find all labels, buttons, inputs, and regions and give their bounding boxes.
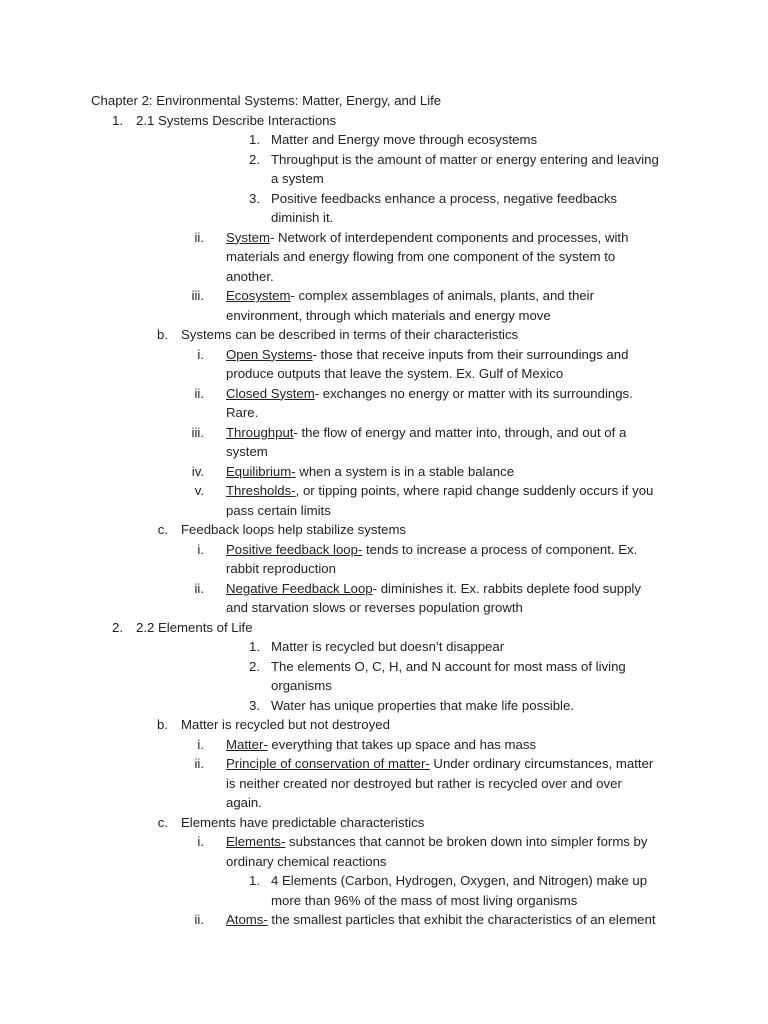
outline-item: [0, 345, 768, 365]
item-continuation: [0, 774, 768, 794]
definition-text: materials and energy flowing from one component of the system to: [226, 249, 616, 264]
definition-text: another.: [226, 268, 274, 284]
item-continuation: [0, 403, 768, 423]
defined-term: Principle of conservation of matter-: [226, 756, 430, 771]
item-text: Throughput is the amount of matter or energy entering and leaving: [271, 151, 659, 167]
item-text: Matter is recycled but doesn’t disappear: [271, 639, 505, 654]
list-marker: b.: [157, 327, 168, 342]
item-text: Systems can be described in terms of their characteristics: [181, 327, 519, 342]
outline-item: [0, 325, 768, 345]
list-marker: 2.: [249, 151, 260, 167]
item-text: 2.1 Systems Describe Interactions: [136, 112, 337, 128]
defined-term: Elements-: [226, 834, 286, 849]
list-marker: b.: [157, 717, 168, 732]
item-continuation: [0, 169, 768, 189]
list-marker: c.: [157, 814, 168, 830]
list-marker: iii.: [191, 288, 204, 303]
definition: [226, 735, 536, 755]
outline-item: [0, 657, 768, 677]
definition-text: produce outputs that leave the system. Ex. Gulf of Mexico: [226, 366, 564, 381]
item-text: The elements O, C, H, and N account for most mass of living: [271, 658, 626, 674]
list-marker: iv.: [191, 463, 204, 479]
list-marker: i.: [197, 834, 204, 849]
item-text: Water has unique properties that make life possible.: [271, 697, 574, 713]
list-marker: c.: [157, 522, 168, 537]
outline-item: [0, 189, 768, 209]
outline-item: [0, 384, 768, 404]
item-text: 2.2 Elements of Life: [136, 619, 253, 635]
definition-text: the smallest particles that exhibit the characteristics of an element: [267, 912, 656, 927]
item-continuation: [0, 559, 768, 579]
item-continuation: [0, 852, 768, 872]
definition: [226, 423, 626, 443]
defined-term: Ecosystem: [226, 288, 291, 303]
definition-text: environment, through which materials and energy move: [226, 307, 551, 323]
definition: [226, 462, 514, 482]
definition-text: Rare.: [226, 405, 259, 420]
definition: [226, 832, 648, 852]
definition-text: - diminishes it. Ex. rabbits deplete food supply: [372, 580, 641, 596]
definition-text: Under ordinary circumstances, matter: [429, 756, 654, 771]
list-marker: i.: [197, 736, 204, 752]
outline-item: [0, 910, 768, 930]
item-continuation: [0, 793, 768, 813]
defined-term: Equilibrium-: [226, 463, 296, 479]
item-continuation: [0, 364, 768, 384]
item-continuation: [0, 598, 768, 618]
item-text: Feedback loops help stabilize systems: [181, 522, 407, 537]
definition-text: and starvation slows or reverses population growth: [226, 600, 523, 615]
defined-term: System: [226, 229, 270, 245]
list-marker: ii.: [194, 229, 204, 245]
outline-item: [0, 150, 768, 170]
definition: [226, 481, 653, 501]
item-continuation: [0, 501, 768, 521]
definition-text: again.: [226, 795, 262, 810]
definition-text: , or tipping points, where rapid change suddenly occurs if you: [295, 483, 654, 498]
item-text: more than 96% of the mass of most living organisms: [271, 892, 578, 908]
definition: [226, 384, 633, 404]
defined-term: Closed System: [226, 385, 315, 401]
list-marker: 1.: [249, 132, 260, 147]
item-text: Positive feedbacks enhance a process, negative feedbacks: [271, 190, 618, 206]
item-continuation: [0, 267, 768, 287]
list-marker: ii.: [194, 912, 204, 927]
outline-item: [0, 696, 768, 716]
outline-item: [0, 520, 768, 540]
defined-term: Open Systems: [226, 346, 313, 362]
list-marker: ii.: [194, 756, 204, 771]
list-marker: 1.: [249, 873, 260, 888]
outline-item: [0, 130, 768, 150]
list-marker: 1.: [112, 112, 123, 128]
outline-item: [0, 481, 768, 501]
item-text: 4 Elements (Carbon, Hydrogen, Oxygen, and Nitrogen) make up: [271, 873, 648, 888]
item-continuation: [0, 306, 768, 326]
page-title-text: Chapter 2: Environmental Systems: Matter, Energy, and Life: [91, 93, 442, 108]
outline-item: [0, 286, 768, 306]
definition-text: - complex assemblages of animals, plants, and their: [290, 288, 594, 303]
item-continuation: [0, 891, 768, 911]
defined-term: Atoms-: [226, 912, 268, 927]
defined-term: Positive feedback loop-: [226, 541, 363, 557]
outline-item: [0, 735, 768, 755]
definition-text: everything that takes up space and has mass: [267, 736, 537, 752]
definition-text: tends to increase a process of component. Ex.: [362, 541, 638, 557]
list-marker: i.: [197, 346, 204, 362]
item-continuation: [0, 442, 768, 462]
outline-item: [0, 423, 768, 443]
definition-text: - exchanges no energy or matter with its surroundings.: [314, 385, 633, 401]
definition: [226, 228, 628, 248]
definition-text: pass certain limits: [226, 502, 331, 518]
list-marker: iii.: [191, 424, 204, 440]
defined-term: Throughput: [226, 424, 294, 440]
item-text: a system: [271, 171, 324, 186]
definition: [226, 540, 637, 560]
outline-item: [0, 637, 768, 657]
item-text: Elements have predictable characteristics: [181, 814, 425, 830]
item-text: Matter is recycled but not destroyed: [181, 717, 390, 732]
list-marker: 3.: [249, 697, 260, 713]
item-continuation: [0, 676, 768, 696]
definition-text: - Network of interdependent components and processes, with: [269, 229, 629, 245]
outline-item: [0, 111, 768, 131]
list-marker: v.: [194, 483, 204, 498]
item-continuation: [0, 208, 768, 228]
definition: [226, 286, 594, 306]
outline-item: [0, 832, 768, 852]
item-text: organisms: [271, 678, 332, 693]
definition-text: is neither created nor destroyed but rather is recycled over and over: [226, 775, 622, 791]
outline-item: [0, 618, 768, 638]
definition: [226, 345, 628, 365]
defined-term: Negative Feedback Loop: [226, 580, 373, 596]
defined-term: Matter-: [226, 736, 268, 752]
outline-item: [0, 813, 768, 833]
outline-item: [0, 715, 768, 735]
list-marker: i.: [197, 541, 204, 557]
defined-term: Thresholds-: [226, 483, 296, 498]
definition: [226, 579, 641, 599]
outline-item: [0, 462, 768, 482]
list-marker: 3.: [249, 190, 260, 206]
list-marker: 1.: [249, 639, 260, 654]
outline-item: [0, 754, 768, 774]
document-body: [0, 91, 768, 930]
definition-text: - the flow of energy and matter into, through, and out of a: [293, 424, 627, 440]
item-continuation: [0, 247, 768, 267]
item-text: diminish it.: [271, 210, 334, 225]
list-marker: ii.: [194, 580, 204, 596]
outline-item: [0, 579, 768, 599]
definition-text: system: [226, 444, 268, 459]
definition-text: rabbit reproduction: [226, 561, 336, 576]
definition-text: - those that receive inputs from their surroundings and: [312, 346, 629, 362]
page-title: [0, 91, 768, 111]
list-marker: 2.: [249, 658, 260, 674]
definition: [226, 754, 653, 774]
list-marker: ii.: [194, 385, 204, 401]
outline-item: [0, 228, 768, 248]
outline-item: [0, 871, 768, 891]
list-marker: 2.: [112, 619, 123, 635]
definition-text: ordinary chemical reactions: [226, 853, 387, 869]
definition: [226, 910, 656, 930]
item-text: Matter and Energy move through ecosystems: [271, 132, 538, 147]
definition-text: when a system is in a stable balance: [295, 463, 515, 479]
outline-item: [0, 540, 768, 560]
definition-text: substances that cannot be broken down into simpler forms by: [285, 834, 648, 849]
